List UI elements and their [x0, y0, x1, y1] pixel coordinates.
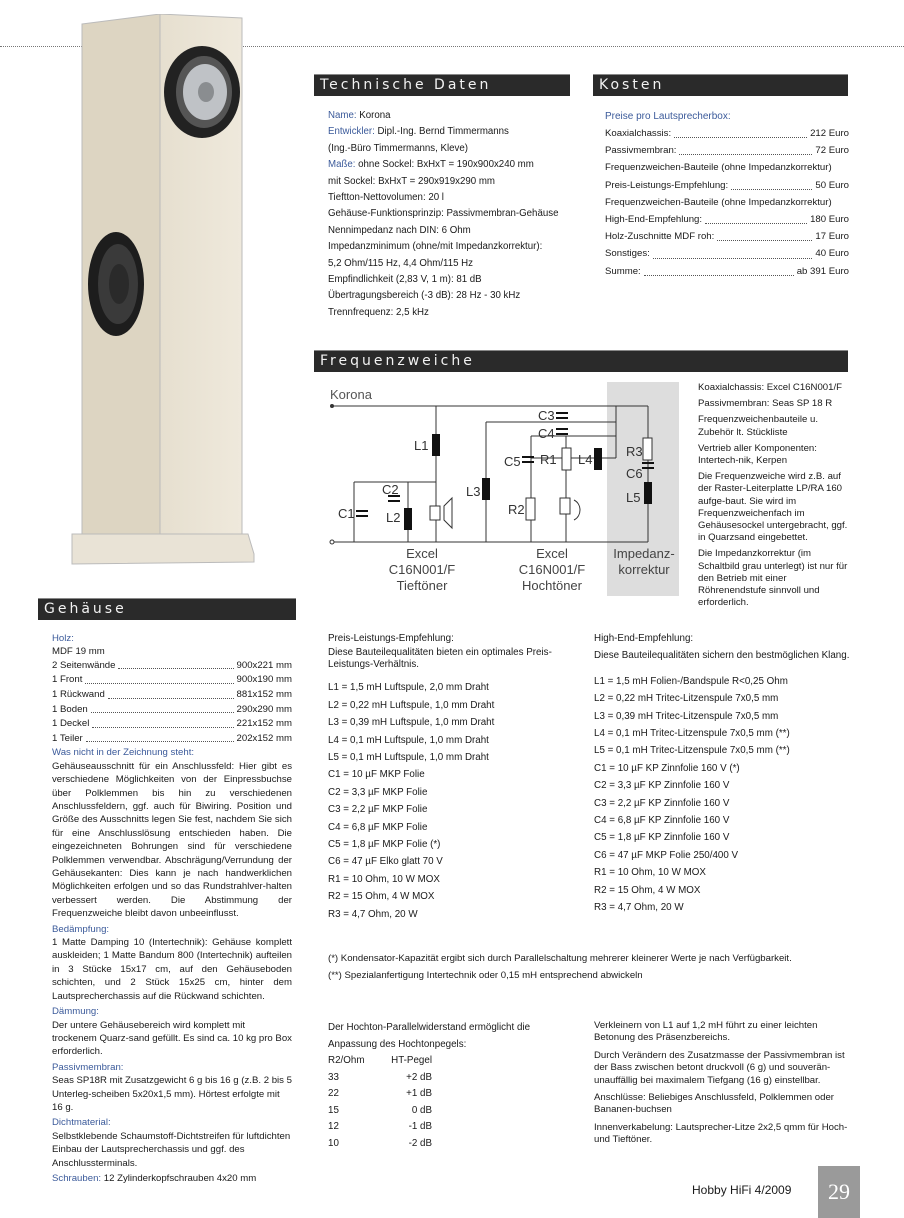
tech-text: Nennimpedanz nach DIN: 6 Ohm [328, 224, 471, 236]
case-note: Gehäuseausschnitt für ein Anschlussfeld: Hier gibt es verschiedene Möglichkeiten von der Einpressbuchse über Polklemmen bis hin zu verschiedenen Anschlussfeldern, ggf. auch für Biwiring. Position und Größe des Ausschnitts legen Sie fest, nachdem Sie sich für eine Anschlusslösung entschieden haben. Die eingezeichneten Bohrungen sind für verschiedene Polklemmen verwendbar. Abschrägung/Verrundung der Gehäusekanten: Dies kann je nach handwerklichen Möglichkeiten erfolgen und so das Rundstrahlver-halten verbessert werden. Die Abstimmung der Frequenzweiche bleibt davon unbeeinflusst. [52, 760, 292, 920]
ht-level: +1 dB [406, 1088, 432, 1099]
cost-label: Preis-Leistungs-Empfehlung: [605, 179, 729, 191]
tech-text: Empfindlichkeit (2,83 V, 1 m): 81 dB [328, 274, 482, 286]
tech-label: Entwickler: [328, 126, 375, 138]
section-header-xover: Frequenzweiche [314, 350, 848, 372]
passive-membrane-icon [88, 232, 144, 336]
cost-row [605, 125, 849, 142]
pl-item: C3 = 2,2 µF MKP Folie [328, 804, 428, 816]
ht-row [328, 1136, 574, 1153]
ht-pegel-col1: R2/Ohm [328, 1055, 365, 1066]
ht-pegel-header [328, 1053, 574, 1070]
pl-item: C5 = 1,8 µF MKP Folie (*) [328, 839, 441, 851]
cost-row [605, 263, 849, 280]
tech-row [328, 223, 578, 239]
case-part-label: 1 Front [52, 674, 83, 686]
woofer-symbol-icon [444, 498, 452, 528]
tips-block [594, 1020, 848, 1152]
case-block [52, 632, 292, 1185]
he-item: R3 = 4,7 Ohm, 20 W [594, 902, 684, 914]
section-header-cost: Kosten [593, 74, 848, 96]
ht-row [328, 1103, 574, 1120]
cost-label: High-End-Empfehlung: [605, 214, 703, 226]
case-mdf: MDF 19 mm [52, 646, 105, 658]
footnote-1: (*) Kondensator-Kapazität ergibt sich durch Parallelschaltung mehrerer kleinerer Werte je nach Verfügbarkeit. [328, 953, 792, 964]
ht-row [328, 1119, 574, 1136]
pl-list [328, 630, 574, 923]
pl-intro: Diese Bauteilequalitäten bieten ein optimales Preis-Leistungs-Verhältnis. [328, 647, 552, 671]
tech-row [328, 108, 578, 124]
tech-text: (Ing.-Büro Timmermanns, Kleve) [328, 142, 468, 154]
case-part-label: 1 Deckel [52, 718, 90, 730]
case-part-row [52, 703, 292, 718]
case-note-label: Was nicht in der Zeichnung steht: [52, 747, 195, 759]
label-c5: C5 [504, 454, 521, 469]
tech-row [328, 272, 578, 288]
he-item: L2 = 0,22 mH Tritec-Litzenspule 7x0,5 mm [594, 693, 779, 705]
tech-text: 5,2 Ohm/115 Hz, 4,4 Ohm/115 Hz [328, 257, 474, 269]
case-dm-label: Dichtmaterial: [52, 1117, 111, 1129]
tech-row [328, 190, 578, 206]
ht-pegel-intro: Der Hochton-Parallelwiderstand ermöglicht die Anpassung des Hochtonpegels: [328, 1022, 531, 1050]
case-part-row [52, 717, 292, 732]
label-l1: L1 [414, 438, 429, 453]
case-screws [52, 1172, 292, 1185]
cost-row [605, 159, 849, 176]
caption-right-2: korrektur [618, 562, 670, 577]
tech-label: Name: [328, 110, 357, 121]
tech-text: Korona [356, 110, 391, 121]
tech-text: Tieftton-Nettovolumen: 20 l [328, 192, 444, 204]
case-holz-label: Holz: [52, 633, 74, 644]
case-part-value: 900x190 mm [236, 674, 292, 686]
cost-label: Sonstiges: [605, 248, 650, 260]
pl-item: L3 = 0,39 mH Luftspule, 1,0 mm Draht [328, 717, 495, 729]
caption-mid-2: C16N001/F [518, 562, 586, 577]
case-part-row [52, 673, 292, 688]
xover-note: Koaxialchassis: Excel C16N001/F [698, 382, 842, 393]
cost-leader [717, 228, 812, 241]
he-heading: High-End-Empfehlung: [594, 633, 694, 644]
cost-leader [653, 245, 813, 258]
case-part-row [52, 688, 292, 703]
pl-item: C4 = 6,8 µF MKP Folie [328, 821, 428, 833]
case-sc-label: Schrauben: [52, 1172, 102, 1184]
case-part-leader [108, 688, 234, 699]
he-item: C6 = 47 µF MKP Folie 250/400 V [594, 849, 739, 861]
caption-right-1: Impedanz- [613, 546, 675, 561]
ht-pegel-col2: HT-Pegel [391, 1055, 432, 1066]
tech-text: Dipl.-Ing. Bernd Timmermanns [374, 126, 509, 138]
cost-label: Frequenzweichen-Bauteile (ohne Impedanzkorrektur) [605, 162, 832, 174]
pl-item: C6 = 47 µF Elko glatt 70 V [328, 856, 443, 868]
label-r2: R2 [508, 502, 525, 517]
cost-row [605, 194, 849, 211]
xover-note: Frequenzweichenbauteile u. Zubehör lt. Stückliste [698, 414, 819, 438]
case-part-leader [91, 703, 234, 714]
pl-item: R3 = 4,7 Ohm, 20 W [328, 908, 418, 920]
cost-value: ab 391 Euro [796, 265, 849, 277]
cost-row [605, 142, 849, 159]
case-part-label: 1 Boden [52, 703, 88, 715]
label-l2: L2 [386, 510, 401, 525]
case-damp-label: Bedämpfung: [52, 923, 110, 935]
case-damp: 1 Matte Damping 10 (Intertechnik): Gehäuse komplett auskleiden; 1 Matte Bandum 800 (Intertechnik) aufteilen in 3 Stücke 15x17 cm, auf den Gehäuseboden schichten, und 2 Stück 15x25 cm, hinter dem Lautsprecherchassis auf die Rückwand schichten. [52, 937, 292, 1002]
cost-row [605, 211, 849, 228]
he-item: L1 = 1,5 mH Folien-/Bandspule R<0,25 Ohm [594, 675, 788, 687]
he-item: R1 = 10 Ohm, 10 W MOX [594, 867, 706, 879]
cost-value: 40 Euro [815, 248, 849, 260]
tip: Durch Verändern des Zusatzmasse der Passivmembran ist der Bass zwischen betont druckvoll (6 g) und souverän-unauffällig bei maximalem Tiefgang (16 g) einstellbar. [594, 1049, 845, 1086]
label-r1: R1 [540, 452, 557, 467]
cost-label: Summe: [605, 265, 641, 277]
ht-r2: 15 [328, 1104, 339, 1116]
case-pm: Seas SP18R mit Zusatzgewicht 6 g bis 16 g (z.B. 2 bis 5 Unterleg-scheiben 5x20x1,5 mm). Hörtest erfolgte mit 16 g. [52, 1075, 292, 1113]
ht-level: 0 dB [411, 1104, 432, 1116]
he-item: C1 = 10 µF KP Zinnfolie 160 V (*) [594, 762, 740, 774]
caption-left-1: Excel [406, 546, 438, 561]
he-item: R2 = 15 Ohm, 4 W MOX [594, 884, 701, 896]
caption-left-2: C16N001/F [388, 562, 456, 577]
pl-item: C1 = 10 µF MKP Folie [328, 769, 425, 781]
cost-label: Frequenzweichen-Bauteile (ohne Impedanzkorrektur) [605, 196, 832, 208]
he-item: C4 = 6,8 µF KP Zinnfolie 160 V [594, 815, 730, 827]
footer-magazine: Hobby HiFi 4/2009 [692, 1183, 792, 1197]
cabinet-base [72, 534, 254, 564]
cost-value: 212 Euro [810, 128, 849, 139]
tech-row [328, 288, 578, 304]
case-part-leader [85, 673, 233, 684]
he-item: C2 = 3,3 µF KP Zinnfolie 160 V [594, 780, 730, 792]
crossover-schematic [326, 382, 686, 596]
label-c3: C3 [538, 408, 555, 423]
ht-r2: 10 [328, 1137, 339, 1149]
case-sc: 12 Zylinderkopfschrauben 4x20 mm [101, 1172, 257, 1184]
tech-row [328, 256, 578, 272]
pl-item: R1 = 10 Ohm, 10 W MOX [328, 873, 440, 885]
page-number: 29 [818, 1166, 860, 1218]
xover-notes [698, 382, 852, 613]
tech-text: Impedanzminimum (ohne/mit Impedanzkorrektur): [328, 241, 543, 253]
case-part-label: 1 Rückwand [52, 689, 105, 700]
tech-row [328, 141, 578, 157]
case-daem: Der untere Gehäusebereich wird komplett mit trockenem Quarz-sand gefüllt. Es sind ca. 10 kg pro Box erforderlich. [52, 1019, 292, 1058]
ht-level: +2 dB [406, 1071, 432, 1083]
pl-item: L5 = 0,1 mH Luftspule, 1,0 mm Draht [328, 752, 489, 764]
case-part-label: 2 Seitenwände [52, 659, 116, 671]
cost-row [605, 177, 849, 194]
ht-level: -2 dB [408, 1137, 432, 1149]
ht-r2: 33 [328, 1071, 339, 1083]
case-part-leader [86, 732, 234, 743]
label-c2: C2 [382, 482, 399, 497]
case-pm-label: Passivmembran: [52, 1061, 124, 1073]
cost-label: Koaxialchassis: [605, 128, 672, 139]
footnote-2: (**) Spezialanfertigung Intertechnik oder 0,15 mH entsprechend abwickeln [328, 970, 643, 981]
ht-level: -1 dB [408, 1121, 432, 1132]
pl-item: C2 = 3,3 µF MKP Folie [328, 786, 428, 798]
caption-mid-3: Hochtöner [522, 578, 582, 593]
case-daem-label: Dämmung: [52, 1006, 99, 1018]
tech-row [328, 206, 578, 222]
tech-row [328, 239, 578, 255]
cost-row [605, 228, 849, 245]
cost-leader [644, 263, 794, 276]
tech-text: Gehäuse-Funktionsprinzip: Passivmembran-Gehäuse [328, 208, 559, 220]
he-item: L4 = 0,1 mH Tritec-Litzenspule 7x0,5 mm (**) [594, 728, 790, 740]
case-part-row [52, 732, 292, 747]
he-item: L5 = 0,1 mH Tritec-Litzenspule 7x0,5 mm (**) [594, 745, 790, 757]
tech-text: mit Sockel: BxHxT = 290x919x290 mm [328, 175, 496, 187]
label-c4: C4 [538, 426, 555, 441]
tech-text: Übertragungsbereich (-3 dB): 28 Hz - 30 kHz [328, 290, 521, 302]
cost-leader [679, 142, 812, 155]
case-part-value: 202x152 mm [236, 732, 292, 744]
tech-row [328, 174, 578, 190]
cost-value: 50 Euro [815, 179, 849, 191]
caption-left-3: Tieftöner [396, 578, 448, 593]
he-intro: Diese Bauteilequalitäten sichern den bestmöglichen Klang. [594, 650, 850, 662]
label-c1: C1 [338, 506, 355, 521]
tech-data-list [328, 108, 578, 321]
section-header-case: Gehäuse [38, 598, 296, 620]
label-l5: L5 [626, 490, 641, 505]
cost-leader [731, 177, 812, 190]
pl-item: L2 = 0,22 mH Luftspule, 1,0 mm Draht [328, 699, 495, 711]
case-part-leader [92, 717, 233, 728]
he-item: L3 = 0,39 mH Tritec-Litzenspule 7x0,5 mm [594, 710, 779, 722]
ht-row [328, 1086, 574, 1103]
ht-pegel-block [328, 1020, 574, 1152]
tip: Anschlüsse: Beliebiges Anschlussfeld, Polklemmen oder Bananen-buchsen [594, 1092, 834, 1116]
tweeter-woofer-icon [164, 46, 240, 138]
tech-row [328, 305, 578, 321]
case-part-leader [118, 659, 233, 670]
tech-row [328, 124, 578, 140]
label-l4: L4 [578, 452, 593, 467]
cost-label: Passivmembran: [605, 145, 677, 157]
caption-mid-1: Excel [536, 546, 568, 561]
pl-item: R2 = 15 Ohm, 4 W MOX [328, 891, 435, 903]
speaker-illustration [68, 14, 286, 574]
case-part-value: 900x221 mm [236, 659, 292, 671]
cost-value: 72 Euro [815, 145, 849, 157]
tweeter-symbol-icon [574, 500, 580, 520]
cost-leader [705, 211, 807, 224]
case-dm: Selbstklebende Schaumstoff-Dichtstreifen für luftdichten Einbau der Lautsprecherchassis und ggf. des Anschlussterminals. [52, 1130, 291, 1169]
label-c6: C6 [626, 466, 643, 481]
case-part-value: 881x152 mm [236, 689, 292, 700]
ht-r2: 22 [328, 1088, 339, 1099]
case-part-value: 221x152 mm [236, 718, 292, 730]
tip: Verkleinern von L1 auf 1,2 mH führt zu einer leichten Betonung des Präsenzbereichs. [594, 1020, 818, 1044]
cost-leader [674, 125, 807, 138]
case-part-label: 1 Teiler [52, 732, 83, 744]
case-part-value: 290x290 mm [236, 703, 292, 715]
pl-item: L4 = 0,1 mH Luftspule, 1,0 mm Draht [328, 734, 489, 746]
tech-label: Maße: [328, 159, 356, 171]
xover-note: Vertrieb aller Komponenten: Intertech-nik, Kerpen [698, 442, 817, 467]
label-r3: R3 [626, 444, 643, 459]
section-header-tech: Technische Daten [314, 74, 570, 96]
he-item: C3 = 2,2 µF KP Zinnfolie 160 V [594, 797, 730, 809]
schematic-title: Korona [330, 387, 372, 402]
cost-list [605, 108, 849, 280]
pl-heading: Preis-Leistungs-Empfehlung: [328, 633, 454, 644]
he-list [594, 630, 854, 917]
label-l3: L3 [466, 484, 481, 499]
cost-value: 17 Euro [815, 231, 849, 243]
tech-row [328, 157, 578, 173]
footnotes [328, 950, 848, 984]
ht-row [328, 1070, 574, 1087]
cost-row [605, 245, 849, 262]
tech-text: ohne Sockel: BxHxT = 190x900x240 mm [355, 159, 534, 171]
cost-label: Holz-Zuschnitte MDF roh: [605, 231, 715, 243]
xover-note: Die Frequenzweiche wird z.B. auf der Raster-Leiterplatte LP/RA 160 aufge-baut. Sie wird im Frequenzweichenfach im Gehäusesockel untergebracht, ggf. in Quarzsand eingebettet. [698, 471, 848, 544]
xover-note: Passivmembran: Seas SP 18 R [698, 398, 833, 410]
case-part-row [52, 659, 292, 674]
tip: Innenverkabelung: Lautsprecher-Litze 2x2,5 qmm für Hoch- und Tieftöner. [594, 1121, 848, 1146]
tech-text: Trennfrequenz: 2,5 kHz [328, 306, 429, 318]
xover-note: Die Impedanzkorrektur (im Schaltbild grau unterlegt) ist nur für den Betrieb mit einer Röhrenendstufe sinnvoll und erforderlich. [698, 548, 848, 609]
cost-heading: Preise pro Lautsprecherbox: [605, 111, 731, 122]
pl-item: L1 = 1,5 mH Luftspule, 2,0 mm Draht [328, 682, 489, 694]
ht-r2: 12 [328, 1121, 339, 1132]
he-item: C5 = 1,8 µF KP Zinnfolie 160 V [594, 832, 730, 844]
cost-value: 180 Euro [810, 214, 849, 226]
